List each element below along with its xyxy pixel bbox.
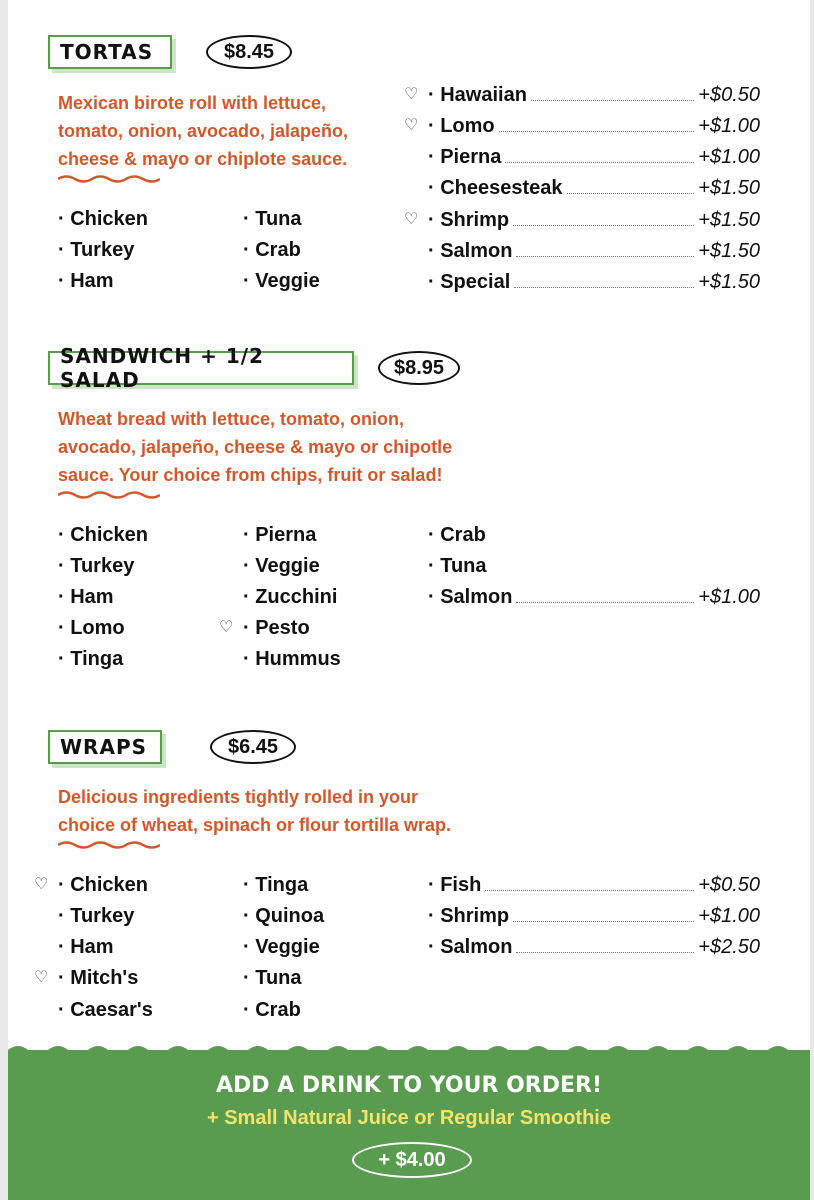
list-item: · Caesar's (58, 999, 153, 1021)
price-list-row: · Lomo +$1.00 (428, 115, 760, 137)
list-item: · Tinga (58, 648, 124, 670)
sandwich-description: Wheat bread with lettuce, tomato, onion, avocado, jalapeño, cheese & mayo or chipotle sauce. Your choice from chips, fruit or salad! (58, 409, 453, 485)
heart-outline-icon: ♡ (34, 969, 49, 986)
list-item: · Crab (428, 524, 486, 546)
sandwich-title: SANDWICH + 1/2 SALAD (48, 351, 354, 385)
tortas-price: $8.45 (206, 35, 292, 69)
list-item: · Ham (58, 586, 114, 608)
price-list-row: · Special +$1.50 (428, 271, 760, 293)
list-item: · Pesto (243, 617, 310, 639)
list-item: · Quinoa (243, 905, 325, 927)
list-item: · Mitch's (58, 967, 139, 989)
heart-outline-icon: ♡ (219, 619, 234, 636)
list-item: · Hummus (243, 648, 341, 670)
squiggle-divider (58, 840, 160, 850)
heart-outline-icon: ♡ (404, 117, 419, 134)
price-list-row: · Fish +$0.50 (428, 874, 760, 896)
wraps-title: WRAPS (48, 730, 162, 764)
list-item: · Pierna (243, 524, 317, 546)
tortas-title: TORTAS (48, 35, 172, 69)
price-list-row: · Shrimp +$1.00 (428, 905, 760, 927)
price-list-row: · Salmon +$1.50 (428, 240, 760, 262)
list-item: · Chicken (58, 874, 149, 896)
squiggle-divider (58, 490, 160, 500)
heart-outline-icon: ♡ (34, 876, 49, 893)
heart-outline-icon: ♡ (404, 211, 419, 228)
list-item: · Turkey (58, 555, 135, 577)
price-list-row: · Pierna +$1.00 (428, 146, 760, 168)
squiggle-divider (58, 174, 160, 184)
price-list-row: · Salmon +$2.50 (428, 936, 760, 958)
list-item: · Veggie (243, 270, 320, 292)
list-item: · Veggie (243, 555, 320, 577)
list-item: · Crab (243, 999, 301, 1021)
heart-outline-icon: ♡ (404, 86, 419, 103)
wraps-description: Delicious ingredients tightly rolled in your choice of wheat, spinach or flour tortilla wrap. (58, 787, 452, 835)
list-item: · Tuna (428, 555, 487, 577)
tortas-description: Mexican birote roll with lettuce, tomato, onion, avocado, jalapeño, cheese & mayo or chiplote sauce. (58, 93, 349, 169)
sandwich-price: $8.95 (378, 351, 460, 385)
price-list-row: · Hawaiian +$0.50 (428, 84, 760, 106)
list-item: · Veggie (243, 936, 320, 958)
drink-banner-title: ADD A DRINK TO YOUR ORDER! (216, 1073, 602, 1098)
menu-page (8, 0, 810, 1200)
list-item: · Ham (58, 936, 114, 958)
list-item: · Chicken (58, 208, 149, 230)
price-list-row: · Salmon +$1.00 (428, 586, 760, 608)
drink-price: + $4.00 (352, 1142, 472, 1178)
list-item: · Turkey (58, 905, 135, 927)
price-list-row: · Cheesesteak +$1.50 (428, 177, 760, 199)
list-item: · Zucchini (243, 586, 338, 608)
list-item: · Turkey (58, 239, 135, 261)
list-item: · Tuna (243, 967, 302, 989)
list-item: · Ham (58, 270, 114, 292)
price-list-row: · Shrimp +$1.50 (428, 209, 760, 231)
wraps-price: $6.45 (210, 730, 296, 764)
list-item: · Crab (243, 239, 301, 261)
list-item: · Lomo (58, 617, 125, 639)
list-item: · Chicken (58, 524, 149, 546)
drink-banner-subtitle: + Small Natural Juice or Regular Smoothie (206, 1107, 611, 1129)
list-item: · Tuna (243, 208, 302, 230)
list-item: · Tinga (243, 874, 309, 896)
